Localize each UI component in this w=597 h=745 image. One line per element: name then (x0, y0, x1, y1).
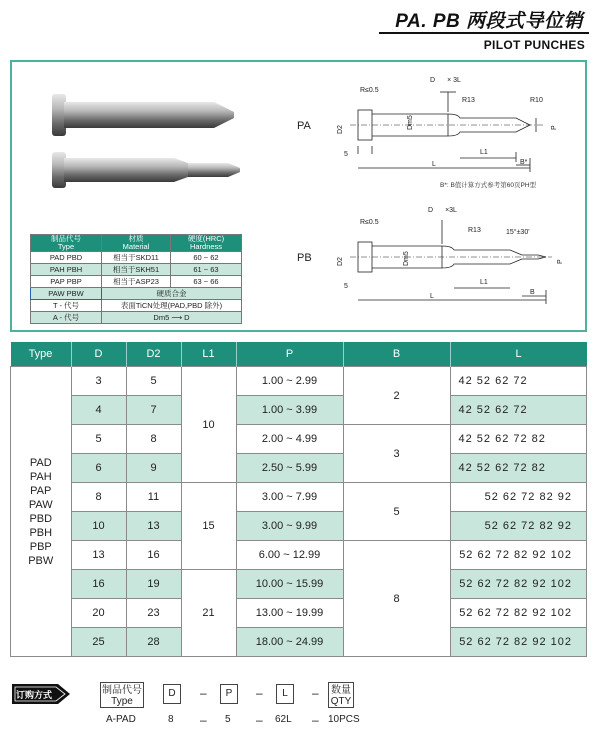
pb-dm5: Dm5 (403, 251, 410, 266)
pb-l: L (430, 293, 434, 300)
pb-r13: R13 (468, 227, 481, 234)
dash: – (200, 713, 207, 727)
pb-d-tol: D ×3L (428, 207, 457, 214)
mat-row: PAH PBH 相当于SKH51 61 ~ 63 (31, 264, 242, 276)
pa-five: 5 (344, 151, 348, 158)
order-p-box: P (220, 684, 238, 704)
col-header-l: L (450, 342, 587, 367)
mat-header-material: 材质 Material (102, 235, 171, 252)
order-l-box: L (276, 684, 294, 704)
pb-technical-drawing (330, 200, 580, 310)
table-row: 4 7 1.00 ~ 3.99 42 52 62 72 (11, 396, 587, 425)
pb-p: P (557, 259, 564, 264)
table-row: 20 23 13.00 ~ 19.99 52 62 72 82 92 102 (11, 599, 587, 628)
b-group-1: 2 (343, 367, 450, 425)
table-row: 5 8 2.00 ~ 4.99 3 42 52 62 72 82 (11, 425, 587, 454)
pin-pb-image (52, 152, 240, 188)
example-qty: 10PCS (328, 714, 360, 725)
pb-label: PB (297, 252, 312, 264)
b-group-4: 8 (343, 541, 450, 657)
l1-group-2: 15 (181, 483, 236, 570)
table-row: 13 16 6.00 ~ 12.99 8 52 62 72 82 92 102 (11, 541, 587, 570)
l1-group-1: 10 (181, 367, 236, 483)
order-badge-label: 订购方式 (16, 690, 53, 700)
material-table (30, 234, 242, 324)
pa-b: B* (520, 159, 528, 166)
col-header-l1: L1 (181, 342, 236, 367)
table-row: 16 19 21 10.00 ~ 15.99 52 62 72 82 92 102 (11, 570, 587, 599)
example-l: 62L (275, 714, 292, 725)
b-group-2: 3 (343, 425, 450, 483)
pa-d2: D2 (337, 125, 344, 134)
pb-d2: D2 (337, 257, 344, 266)
pa-d-tol: D × 3L (430, 77, 461, 84)
pa-r13: R13 (462, 97, 475, 104)
col-header-p: P (236, 342, 343, 367)
col-header-type: Type (11, 342, 72, 367)
table-row: 25 28 18.00 ~ 24.99 52 62 72 82 92 102 (11, 628, 587, 657)
pb-five: 5 (344, 283, 348, 290)
table-row: 6 9 2.50 ~ 5.99 42 52 62 72 82 (11, 454, 587, 483)
product-photo (40, 86, 250, 196)
pb-l1: L1 (480, 279, 488, 286)
pb-r-head: R≤0.5 (360, 219, 379, 226)
mat-row: PAW PBW 硬质合金 (31, 288, 242, 300)
table-row: PAD PAH PAP PAW PBD PBH PBP PBW 3 5 10 1.00 ~ 2.99 2 42 52 62 72 (11, 367, 587, 396)
example-d: 8 (168, 714, 174, 725)
pa-r10: R10 (530, 97, 543, 104)
page-subtitle: PILOT PUNCHES (483, 38, 585, 52)
pa-l1: L1 (480, 149, 488, 156)
b-group-3: 5 (343, 483, 450, 541)
mat-row-t-code: T - 代号 表面TiCN处理(PAD,PBD 除外) (31, 300, 242, 312)
order-d-box: D (163, 684, 181, 704)
pb-b: B (530, 289, 535, 296)
example-p: 5 (225, 714, 231, 725)
mat-header-hardness: 硬度(HRC) Hardness (171, 235, 242, 252)
table-row: 10 13 3.00 ~ 9.99 52 62 72 82 92 (11, 512, 587, 541)
pa-r-head: R≤0.5 (360, 87, 379, 94)
dash: – (256, 713, 263, 727)
mat-header-type: 制品代号 Type (31, 235, 102, 252)
table-row: 8 11 15 3.00 ~ 7.99 5 52 62 72 82 92 (11, 483, 587, 512)
order-qty-box: 数量 QTY (328, 682, 354, 708)
pa-technical-drawing (330, 68, 580, 190)
pa-label: PA (297, 120, 311, 132)
pin-pa-image (52, 94, 234, 136)
col-header-d: D (71, 342, 126, 367)
dash: – (256, 686, 263, 700)
dash: – (200, 686, 207, 700)
col-header-d2: D2 (126, 342, 181, 367)
pa-note: B*: B值计算方式参考第60页PH型 (440, 182, 537, 189)
l1-group-3: 21 (181, 570, 236, 657)
pa-dm5: Dm5 (407, 115, 414, 130)
mat-row-a-code: A - 代号 Dm5 ⟶ D (31, 312, 242, 324)
pb-angle: 15°±30' (506, 229, 530, 236)
spec-table (10, 342, 587, 657)
col-header-b: B (343, 342, 450, 367)
page-title: PA. PB 两段式导位销 (395, 11, 583, 32)
mat-row: PAP PBP 相当于ASP23 63 ~ 66 (31, 276, 242, 288)
example-type: A-PAD (106, 714, 136, 725)
dash: – (312, 713, 319, 727)
mat-row: PAD PBD 相当于SKD11 60 ~ 62 (31, 252, 242, 264)
title-rule (379, 32, 589, 34)
pa-l: L (432, 161, 436, 168)
order-type-box: 制品代号 Type (100, 682, 144, 708)
type-list-cell: PAD PAH PAP PAW PBD PBH PBP PBW (11, 367, 72, 657)
pa-p: P (551, 125, 558, 130)
dash: – (312, 686, 319, 700)
